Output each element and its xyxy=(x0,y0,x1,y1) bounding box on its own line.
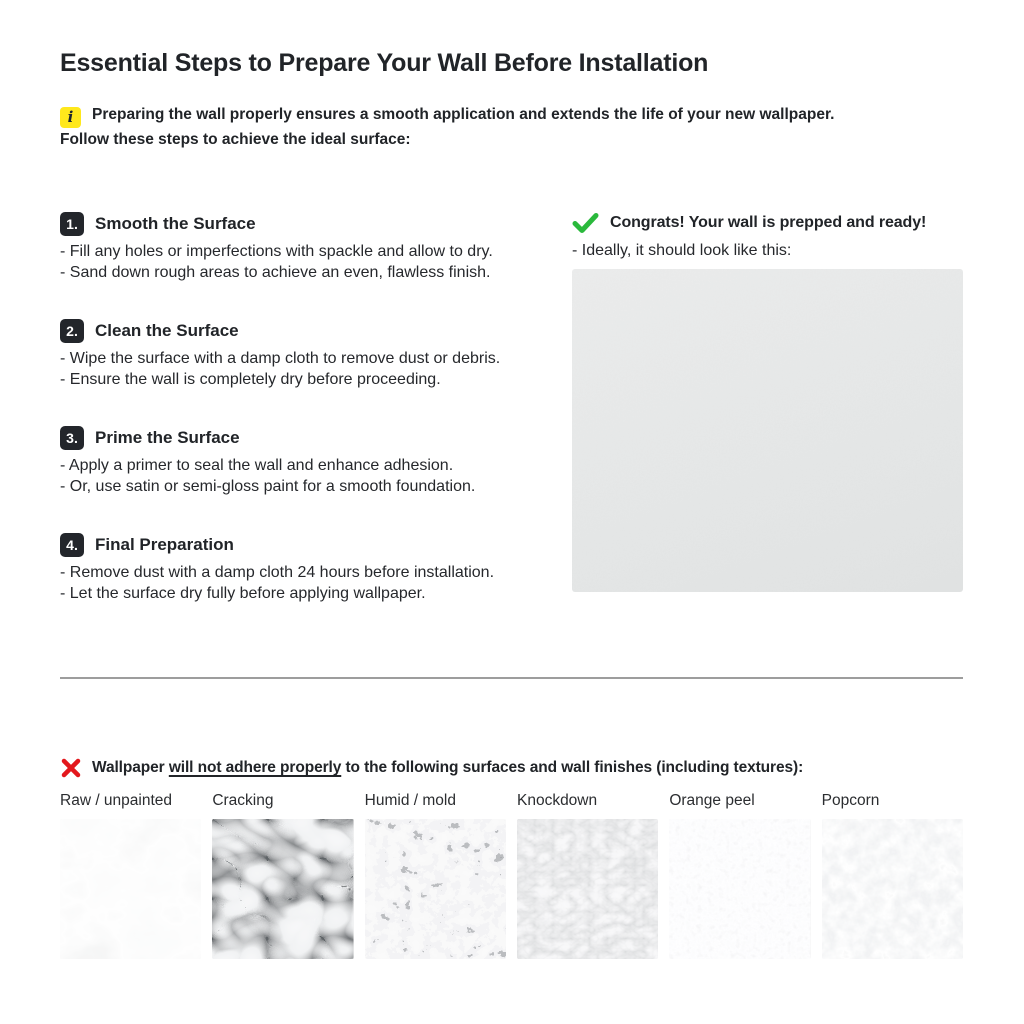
intro-paragraph xyxy=(60,103,963,152)
texture-label-popcorn: Popcorn xyxy=(821,792,880,809)
congrats-title: Congrats! Your wall is prepped and ready! xyxy=(610,214,927,231)
congrats-column xyxy=(572,212,963,604)
step-1-title: Smooth the Surface xyxy=(95,214,256,233)
step-2-bullets xyxy=(60,348,572,390)
step-3-bullets xyxy=(60,455,572,497)
texture-image-orange-peel xyxy=(669,819,810,959)
step-4-bullets xyxy=(60,562,572,604)
texture-cell-raw-unpainted xyxy=(60,792,201,959)
texture-cell-knockdown xyxy=(517,792,658,959)
congrats-header xyxy=(572,212,963,234)
step-2-header xyxy=(60,319,572,343)
step-4-header xyxy=(60,533,572,557)
texture-cell-orange-peel xyxy=(669,792,810,959)
smooth-prepped-wall-image xyxy=(572,269,963,592)
warning-prefix: Wallpaper xyxy=(92,759,169,776)
step-4-title: Final Preparation xyxy=(95,535,234,554)
intro-line-2: Follow these steps to achieve the ideal surface: xyxy=(60,131,411,148)
warning-text xyxy=(92,759,803,777)
step-2-title: Clean the Surface xyxy=(95,321,239,340)
congrats-note: - Ideally, it should look like this: xyxy=(572,242,792,259)
warning-row xyxy=(60,757,963,779)
texture-image-popcorn xyxy=(822,819,963,959)
texture-image-knockdown xyxy=(517,819,658,959)
step-3-header xyxy=(60,426,572,450)
texture-cell-humid-mold xyxy=(365,792,506,959)
main-columns xyxy=(60,212,963,604)
steps-column xyxy=(60,212,572,604)
info-icon: i xyxy=(60,107,81,128)
step-2-bullet-1: - Wipe the surface with a damp cloth to remove dust or debris. xyxy=(60,350,501,367)
cross-icon xyxy=(60,757,82,779)
step-3-number-badge: 3. xyxy=(60,426,84,450)
page-title: Essential Steps to Prepare Your Wall Before Installation xyxy=(60,49,709,77)
step-2-number-badge: 2. xyxy=(60,319,84,343)
step-4-bullet-2: - Let the surface dry fully before applying wallpaper. xyxy=(60,585,426,602)
step-2-bullet-2: - Ensure the wall is completely dry before proceeding. xyxy=(60,371,441,388)
intro-line-1: Preparing the wall properly ensures a smooth application and extends the life of your new wallpaper. xyxy=(92,106,835,123)
texture-cell-popcorn xyxy=(822,792,963,959)
step-1-bullets xyxy=(60,241,572,283)
step-4-number-badge: 4. xyxy=(60,533,84,557)
step-1-number-badge: 1. xyxy=(60,212,84,236)
step-3 xyxy=(60,426,572,497)
step-1-header xyxy=(60,212,572,236)
texture-label-raw-unpainted: Raw / unpainted xyxy=(60,792,173,809)
texture-label-knockdown: Knockdown xyxy=(516,792,598,809)
texture-image-raw-unpainted xyxy=(60,819,201,959)
texture-cell-cracking xyxy=(212,792,353,959)
check-icon xyxy=(572,212,599,234)
warning-suffix: to the following surfaces and wall finishes (including textures): xyxy=(341,759,804,776)
texture-image-humid-mold xyxy=(365,819,506,959)
step-4-bullet-1: - Remove dust with a damp cloth 24 hours before installation. xyxy=(60,564,495,581)
step-1-bullet-2: - Sand down rough areas to achieve an even, flawless finish. xyxy=(60,264,491,281)
step-4 xyxy=(60,533,572,604)
texture-image-cracking xyxy=(212,819,353,959)
texture-label-cracking: Cracking xyxy=(212,792,274,809)
step-3-bullet-1: - Apply a primer to seal the wall and enhance adhesion. xyxy=(60,457,454,474)
texture-label-humid-mold: Humid / mold xyxy=(364,792,456,809)
step-3-title: Prime the Surface xyxy=(95,428,240,447)
step-2 xyxy=(60,319,572,390)
warning-underlined-phrase: will not adhere properly xyxy=(168,759,342,776)
step-1 xyxy=(60,212,572,283)
bad-surfaces-grid xyxy=(60,792,963,959)
texture-label-orange-peel: Orange peel xyxy=(669,792,755,809)
step-3-bullet-2: - Or, use satin or semi-gloss paint for a smooth foundation. xyxy=(60,478,476,495)
step-1-bullet-1: - Fill any holes or imperfections with spackle and allow to dry. xyxy=(60,243,493,260)
section-divider xyxy=(60,677,963,679)
